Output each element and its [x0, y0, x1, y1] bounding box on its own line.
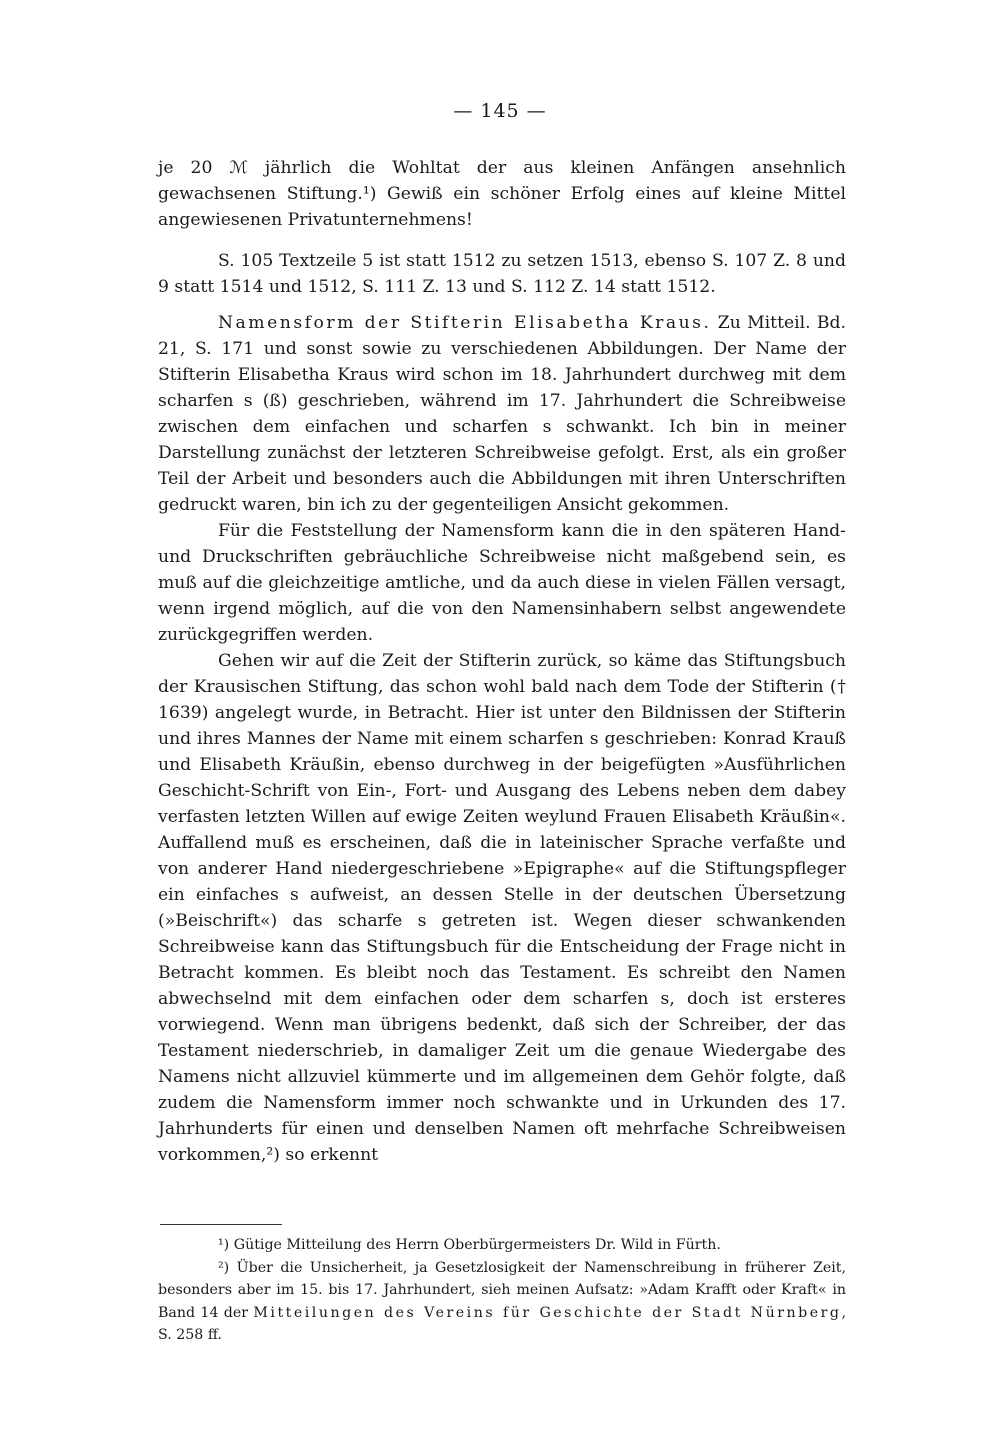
page-number: — 145 —	[453, 100, 547, 122]
intro-text: je 20 ℳ jährlich die Wohltat der aus kleinen Anfängen ansehnlich gewachsenen Stiftung.¹) Gewiß ein schöner Erfolg eines auf kleine Mittel angewiesenen Privatunternehmens!	[158, 158, 846, 230]
footnotes	[158, 1234, 846, 1347]
corrections-paragraph	[158, 248, 846, 300]
intro-paragraph	[158, 155, 846, 233]
section-heading: Namensform der Stifterin Elisabetha Kraus.	[218, 313, 712, 333]
footnote-2-text: ²) Über die Unsicherheit, ja Gesetzlosigkeit der Namenschreibung in früherer Zeit, besonders aber im 15. bis 17. Jahrhundert, sieh meinen Aufsatz: »Adam Krafft oder Kraft« in Band 14 der	[158, 1259, 846, 1321]
footnote-2-journal: Mitteilungen des Vereins für Geschichte der Stadt Nürnberg	[253, 1304, 842, 1321]
footnote-2-end: , S. 258 ff.	[158, 1304, 846, 1343]
section-paragraph-3: Gehen wir auf die Zeit der Stifterin zurück, so käme das Stiftungsbuch der Krausischen Stiftung, das schon wohl bald nach dem Tode der Stifterin († 1639) angelegt wurde, in Betracht. Hier ist unter den Bildnissen der Stifterin und ihres Mannes der Name mit einem scharfen s geschrieben: Konrad Krauß und Elisabeth Kräußin, ebenso durchweg in der beigefügten »Ausführlichen Geschicht-Schrift von Ein-, Fort- und Ausgang des Lebens neben dem dabey verfasten letzten Willen auf ewige Zeiten weylund Frauen Elisabeth Kräußin«. Auffallend muß es erscheinen, daß die in lateinischer Sprache verfaßte und von anderer Hand niedergeschriebene »Epigraphe« auf die Stiftungspfleger ein einfaches s aufweist, an dessen Stelle in der deutschen Übersetzung (»Beischrift«) das scharfe s getreten ist. Wegen dieser schwankenden Schreibweise kann das Stiftungsbuch für die Entscheidung der Frage nicht in Betracht kommen. Es bleibt noch das Testament. Es schreibt den Namen abwechselnd mit dem einfachen oder dem scharfen s, doch ist ersteres vorwiegend. Wenn man übrigens bedenkt, daß sich der Schreiber, der das Testament niederschrieb, in damaliger Zeit um die genaue Wiedergabe des Namens nicht allzuviel kümmerte und im allgemeinen dem Gehör folgte, daß zudem die Namensform immer noch schwankte und in Urkunden des 17. Jahrhunderts für einen und denselben Namen oft mehrfache Schreibweisen vorkommen,²) so erkennt	[158, 651, 846, 1165]
footnote-2	[158, 1257, 846, 1347]
corrections-text: S. 105 Textzeile 5 ist statt 1512 zu setzen 1513, ebenso S. 107 Z. 8 und 9 statt 1514 und 1512, S. 111 Z. 13 und S. 112 Z. 14 statt 1512.	[158, 251, 846, 297]
footnote-divider	[160, 1224, 282, 1225]
section-paragraph-1-text: Zu Mitteil. Bd. 21, S. 171 und sonst sowie zu verschiedenen Abbildungen. Der Name der Stifterin Elisabetha Kraus wird schon im 18. Jahrhundert durchweg mit dem scharfen s (ß) geschrieben, während im 17. Jahrhundert die Schreibweise zwischen dem einfachen und scharfen s schwankt. Ich bin in meiner Darstellung zunächst der letzteren Schreibweise gefolgt. Erst, als ein großer Teil der Arbeit und besonders auch die Abbildungen mit ihren Unterschriften gedruckt waren, bin ich zu der gegenteiligen Ansicht gekommen.	[158, 313, 846, 515]
section-paragraph-1	[158, 310, 846, 518]
section-paragraph-2: Für die Feststellung der Namensform kann die in den späteren Hand- und Druckschriften gebräuchliche Schreibweise nicht maßgebend sein, es muß auf die gleichzeitige amtliche, und da auch diese in vielen Fällen versagt, wenn irgend möglich, auf die von den Namensinhabern selbst angewendete zurückgegriffen werden.	[158, 521, 846, 645]
footnote-1: ¹) Gütige Mitteilung des Herrn Oberbürgermeisters Dr. Wild in Fürth.	[218, 1237, 721, 1253]
section-body	[158, 310, 846, 1168]
